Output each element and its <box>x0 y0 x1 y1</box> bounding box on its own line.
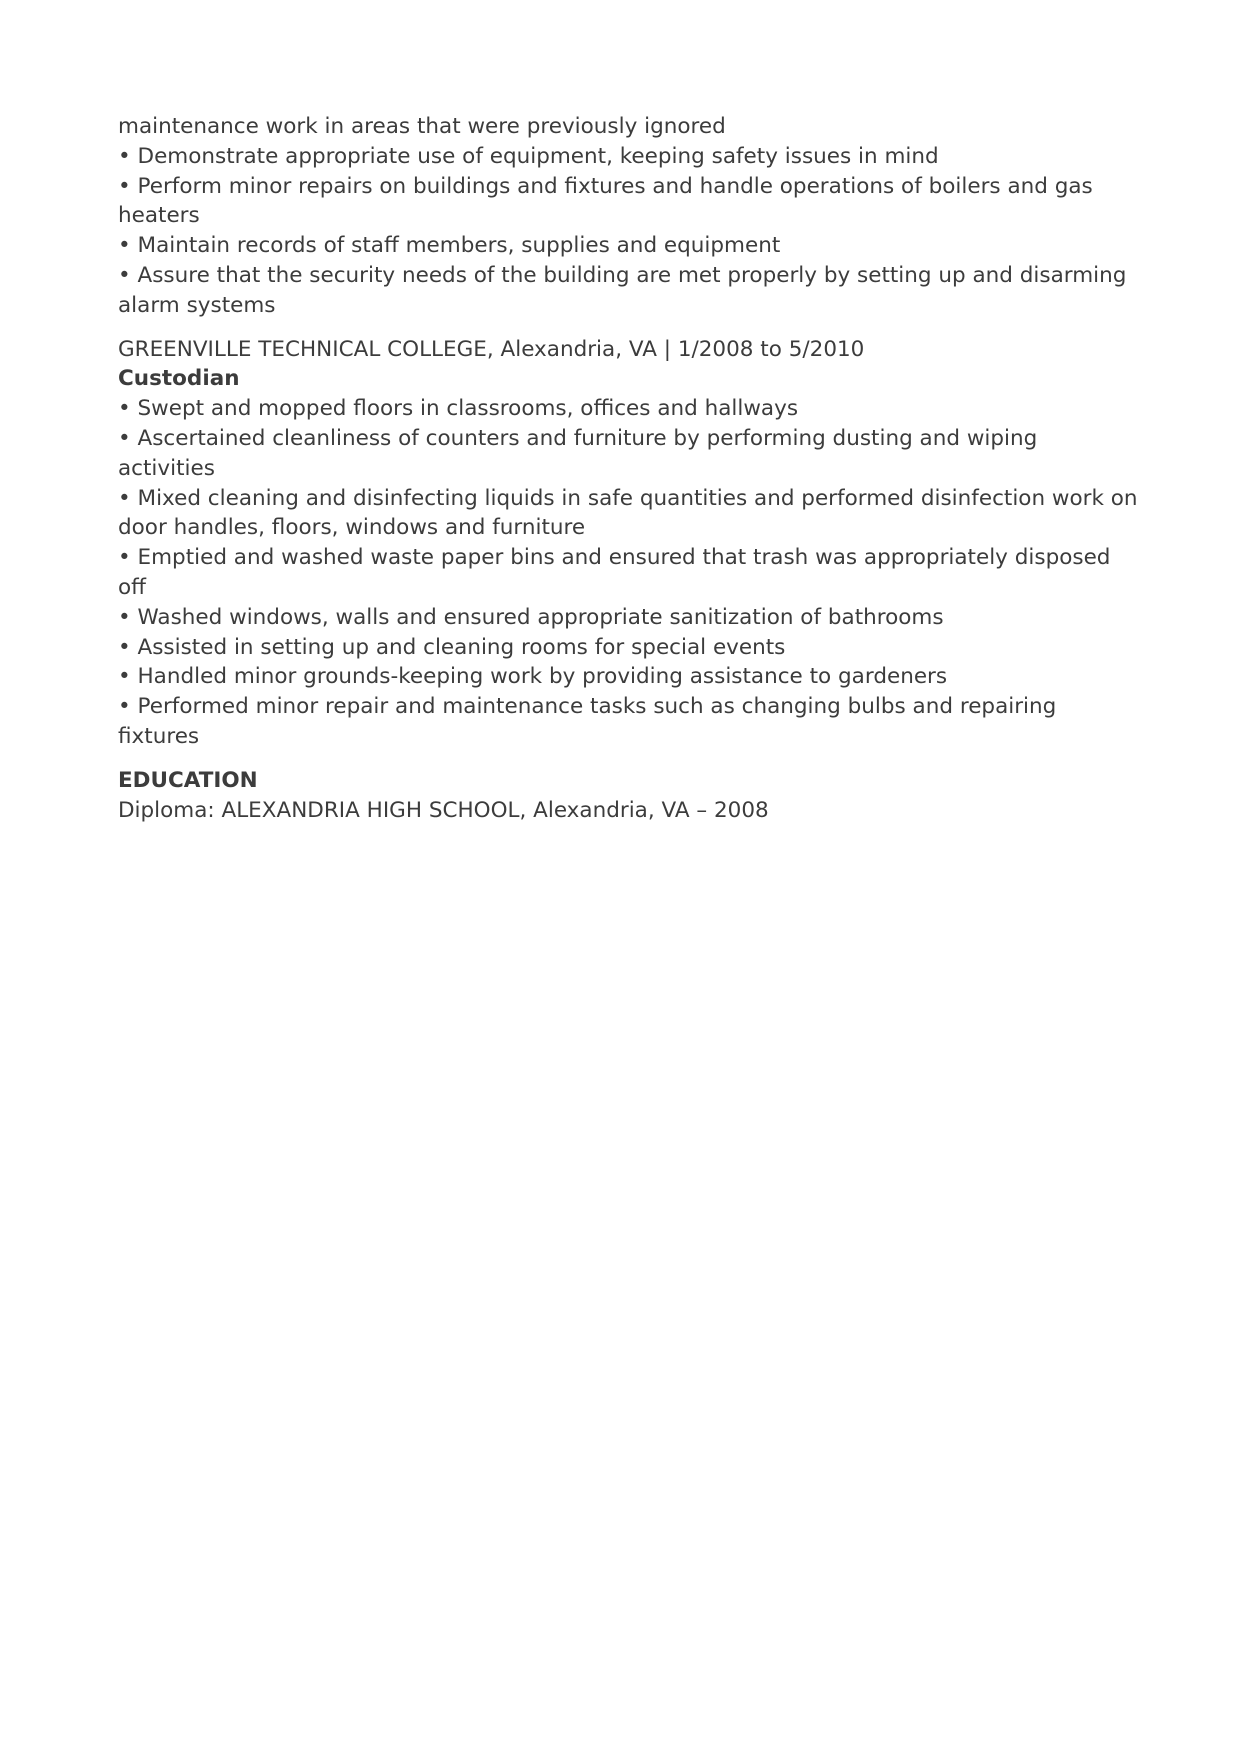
bullet-item: • Emptied and washed waste paper bins and ensured that trash was appropriately disposed off <box>118 545 1111 600</box>
bullet-item: • Mixed cleaning and disinfecting liquids in safe quantities and performed disinfection work on door handles, floors, windows and furniture <box>118 485 1138 541</box>
resume-page <box>118 112 1138 825</box>
bullet-item: • Swept and mopped floors in classrooms, offices and hallways <box>118 396 799 422</box>
education-section <box>118 766 1138 826</box>
bullet-item: • Demonstrate appropriate use of equipment, keeping safety issues in mind <box>118 143 939 169</box>
bullet-item: • Perform minor repairs on buildings and fixtures and handle operations of boilers and gas heaters <box>118 173 1093 229</box>
education-entry: Diploma: ALEXANDRIA HIGH SCHOOL, Alexandria, VA – 2008 <box>118 797 769 823</box>
bullet-item: • Handled minor grounds-keeping work by providing assistance to gardeners <box>118 664 948 690</box>
bullet-item: • Assisted in setting up and cleaning rooms for special events <box>118 634 786 660</box>
job-title: Custodian <box>118 366 240 392</box>
bullet-item: • Washed windows, walls and ensured appropriate sanitization of bathrooms <box>118 604 944 630</box>
bullet-item: • Ascertained cleanliness of counters and furniture by performing dusting and wiping activities <box>118 425 1038 481</box>
bullet-item: • Performed minor repair and maintenance tasks such as changing bulbs and repairing fixtures <box>118 694 1057 749</box>
bullet-item: • Maintain records of staff members, supplies and equipment <box>118 233 781 259</box>
section-heading: EDUCATION <box>118 767 258 793</box>
job-section <box>118 335 1138 752</box>
bullet-item: • Assure that the security needs of the building are met properly by setting up and disarming alarm systems <box>118 262 1127 318</box>
continued-bullet-text: maintenance work in areas that were previously ignored <box>118 114 726 139</box>
previous-job-section <box>118 112 1138 321</box>
employer-line: GREENVILLE TECHNICAL COLLEGE, Alexandria, VA | 1/2008 to 5/2010 <box>118 336 865 362</box>
